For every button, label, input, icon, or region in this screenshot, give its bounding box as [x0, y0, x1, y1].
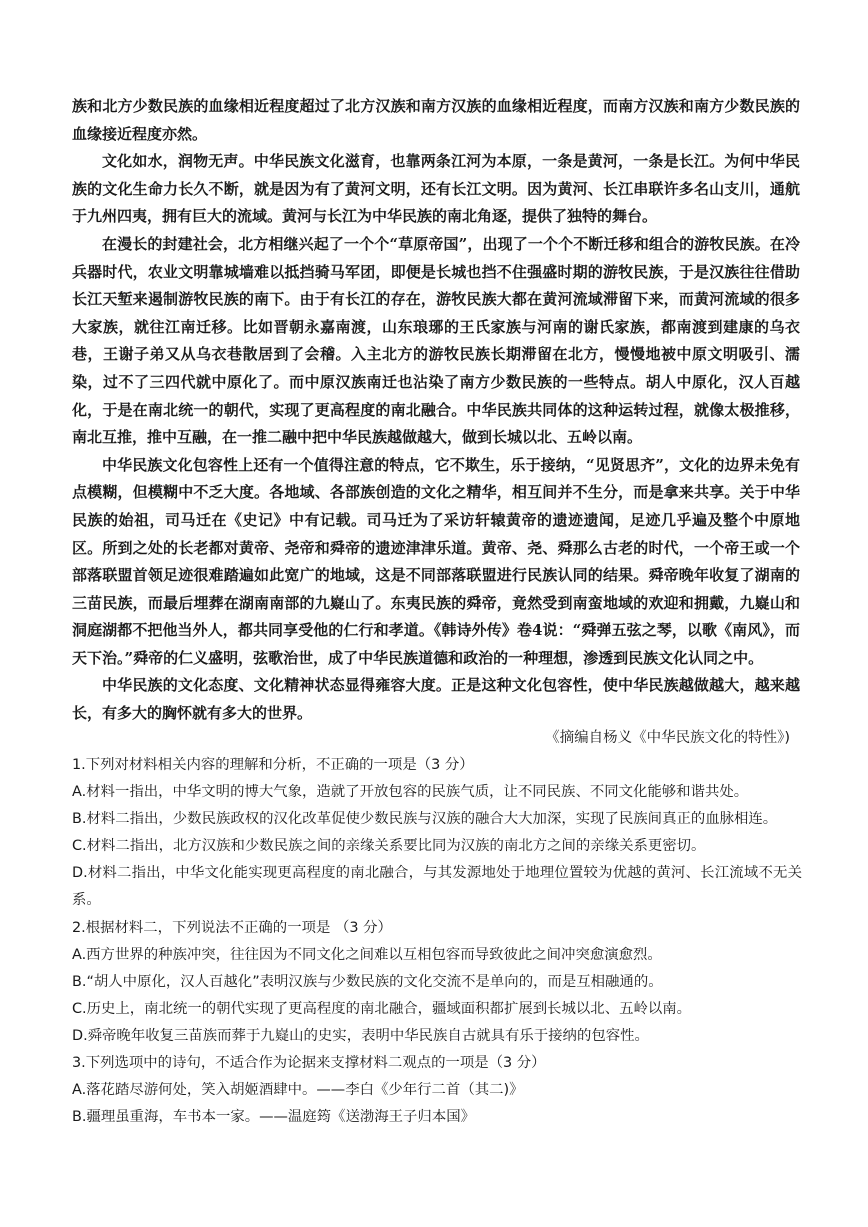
- answer-option: D.材料二指出，中华文化能实现更高程度的南北融合，与其发源地处于地理位置较为优越的黄河、长江流域不无关系。: [72, 865, 802, 909]
- question-stem: 2.根据材料二，下列说法不正确的一项是 （3 分）: [72, 919, 392, 936]
- passage-paragraph: 中华民族文化包容性上还有一个值得注意的特点，它不欺生，乐于接纳，“见贤思齐”，文化的边界未免有点模糊，但模糊中不乏大度。各地域、各部族创造的文化之精华，相互间并不生分，而是拿来共享。关于中华民族的始祖，司马迁在《史记》中有记载。司马迁为了采访轩辕黄帝的遗迹遗闻，足迹几乎遍及整个中原地区。所到之处的长老都对黄帝、尧帝和舜帝的遗迹津津乐道。黄帝、尧、舜那么古老的时代，一个帝王或一个部落联盟首领足迹很难踏遍如此宽广的地域，这是不同部落联盟进行民族认同的结果。舜帝晚年收复了湖南的三苗民族，而最后埋葬在湖南南部的九嶷山了。东夷民族的舜帝，竟然受到南蛮地域的欢迎和拥戴，九嶷山和洞庭湖都不把他当外人，都共同享受他的仁行和孝道。《韩诗外传》卷4说：“舜弹五弦之琴，以歌《南风》，而天下治。”舜帝的仁义盛明，弦歌治世，成了中华民族道德和政治的一种理想，渗透到民族文化认同之中。: [72, 455, 800, 667]
- answer-option: B.材料二指出，少数民族政权的汉化改革促使少数民族与汉族的融合大大加深，实现了民族间真正的血脉相连。: [72, 811, 778, 828]
- answer-option: D.舜帝晚年收复三苗族而葬于九嶷山的史实，表明中华民族自古就具有乐于接纳的包容性。: [72, 1027, 649, 1044]
- answer-option: A.材料一指出，中华文明的博大气象，造就了开放包容的民族气质，让不同民族、不同文化能够和谐共处。: [72, 784, 749, 801]
- answer-option: B.“胡人中原化，汉人百越化”表明汉族与少数民族的文化交流不是单向的，而是互相融通的。: [72, 973, 663, 990]
- answer-option: B.疆理虽重海，车书本一家。——温庭筠《送渤海王子归本国》: [72, 1109, 475, 1126]
- question-stem: 1.下列对材料相关内容的理解和分析，不正确的一项是（3 分）: [72, 757, 474, 773]
- answer-option: C.材料二指出，北方汉族和少数民族之间的亲缘关系要比同为汉族的南北方之间的亲缘关系更密切。: [72, 838, 706, 855]
- answer-option: A.西方世界的种族冲突，往往因为不同文化之间难以互相包容而导致彼此之间冲突愈演愈烈。: [72, 946, 662, 963]
- passage-paragraph: 中华民族的文化态度、文化精神状态显得雍容大度。正是这种文化包容性，使中华民族越做越大，越来越长，有多大的胸怀就有多大的世界。: [72, 676, 800, 723]
- passage-paragraph: 文化如水，润物无声。中华民族文化滋育，也靠两条江河为本原，一条是黄河，一条是长江。为何中华民族的文化生命力长久不断，就是因为有了黄河文明，还有长江文明。因为黄河、长江串联许多名山支川，通航于九州四夷，拥有巨大的流域。黄河与长江为中华民族的南北角逐，提供了独特的舞台。: [72, 152, 800, 226]
- reading-passage: [72, 93, 800, 728]
- question-list: [72, 752, 802, 1131]
- passage-paragraph: 族和北方少数民族的血缘相近程度超过了北方汉族和南方汉族的血缘相近程度，而南方汉族和南方少数民族的血缘接近程度亦然。: [72, 97, 800, 143]
- answer-option: A.落花踏尽游何处，笑入胡姬酒肆中。——李白《少年行二首（其二)》: [72, 1082, 524, 1099]
- passage-paragraph: 在漫长的封建社会，北方相继兴起了一个个“草原帝国”，出现了一个个不断迁移和组合的游牧民族。在冷兵器时代，农业文明靠城墙难以抵挡骑马军团，即便是长城也挡不住强盛时期的游牧民族，于是汉族往往借助长江天堑来遏制游牧民族的南下。由于有长江的存在，游牧民族大都在黄河流域滞留下来，而黄河流域的很多大家族，就往江南迁移。比如晋朝永嘉南渡，山东琅琊的王氏家族与河南的谢氏家族，都南渡到建康的乌衣巷，王谢子弟又从乌衣巷散居到了会稽。入主北方的游牧民族长期滞留在北方，慢慢地被中原文明吸引、濡染，过不了三四代就中原化了。而中原汉族南迁也沾染了南方少数民族的一些特点。胡人中原化，汉人百越化，于是在南北统一的朝代，实现了更高程度的南北融合。中华民族共同体的这种运转过程，就像太极推移，南北互推，推中互融，在一推二融中把中华民族越做越大，做到长城以北、五岭以南。: [72, 234, 800, 447]
- passage-source: 《摘编自杨义《中华民族文化的特性》): [545, 730, 790, 746]
- answer-option: C.历史上，南北统一的朝代实现了更高程度的南北融合，疆域面积都扩展到长城以北、五岭以南。: [72, 1000, 692, 1017]
- question-stem: 3.下列选项中的诗句，不适合作为论据来支撑材料二观点的一项是（3 分）: [72, 1055, 546, 1072]
